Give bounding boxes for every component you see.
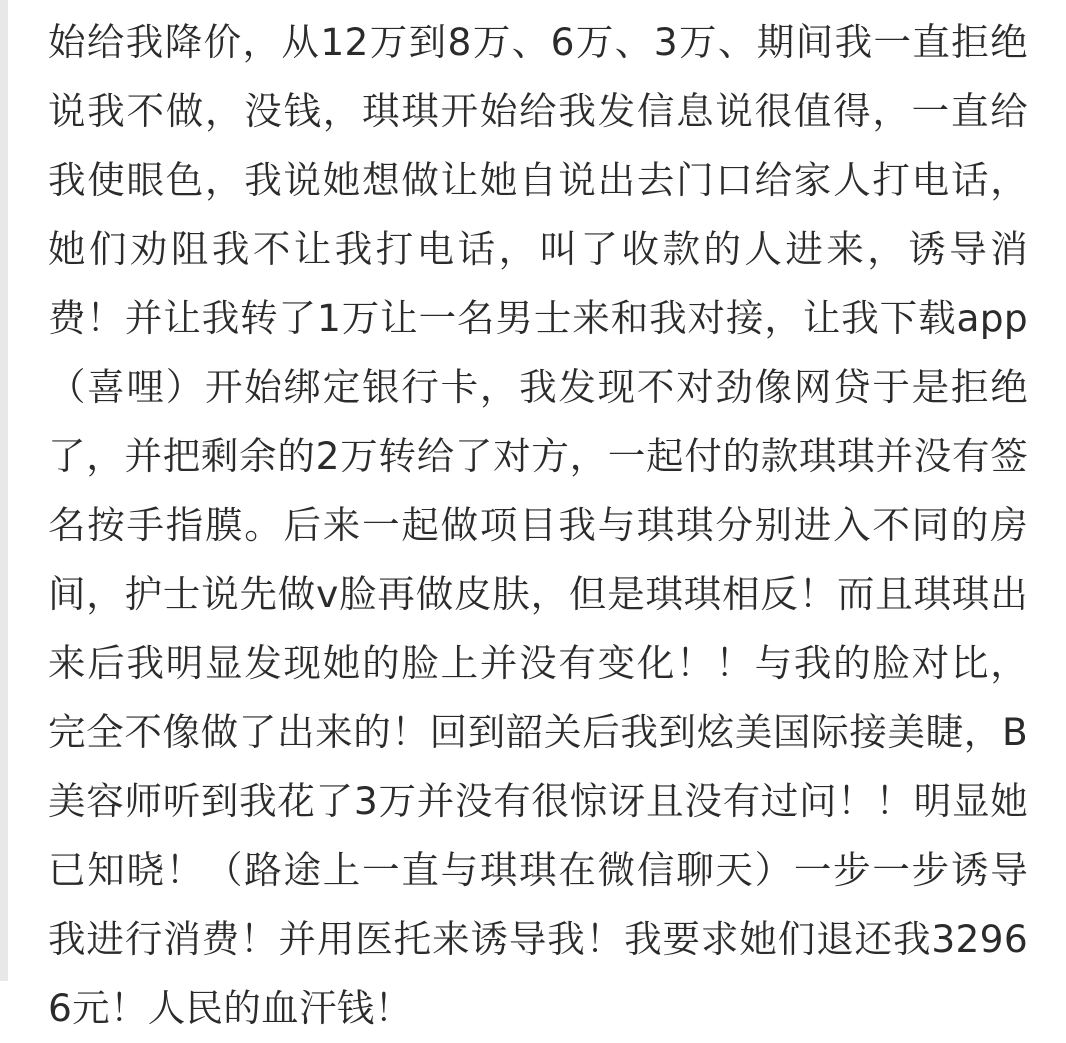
complaint-body-paragraph: 始给我降价，从12万到8万、6万、3万、期间我一直拒绝说我不做，没钱，琪琪开始给我发信息说很值得，一直给我使眼色，我说她想做让她自说出去门口给家人打电话，她们劝阻我不让我打电话，叫了收款的人进来，诱导消费！并让我转了1万让一名男士来和我对接，让我下载app（喜哩）开始绑定银行卡，我发现不对劲像网贷于是拒绝了，并把剩余的2万转给了对方，一起付的款琪琪并没有签名按手指膜。后来一起做项目我与琪琪分别进入不同的房间，护士说先做v脸再做皮肤，但是琪琪相反！而且琪琪出来后我明显发现她的脸上并没有变化！！与我的脸对比，完全不像做了出来的！回到韶关后我到炫美国际接美睫，B美容师听到我花了3万并没有很惊讶且没有过问！！明显她已知晓！（路途上一直与琪琪在微信聊天）一步一步诱导我进行消费！并用医托来诱导我！我要求她们退还我32966元！人民的血汗钱！ bbox=[48, 20, 1028, 1030]
left-margin-rule bbox=[0, 0, 8, 981]
document-content bbox=[8, 0, 1066, 1030]
